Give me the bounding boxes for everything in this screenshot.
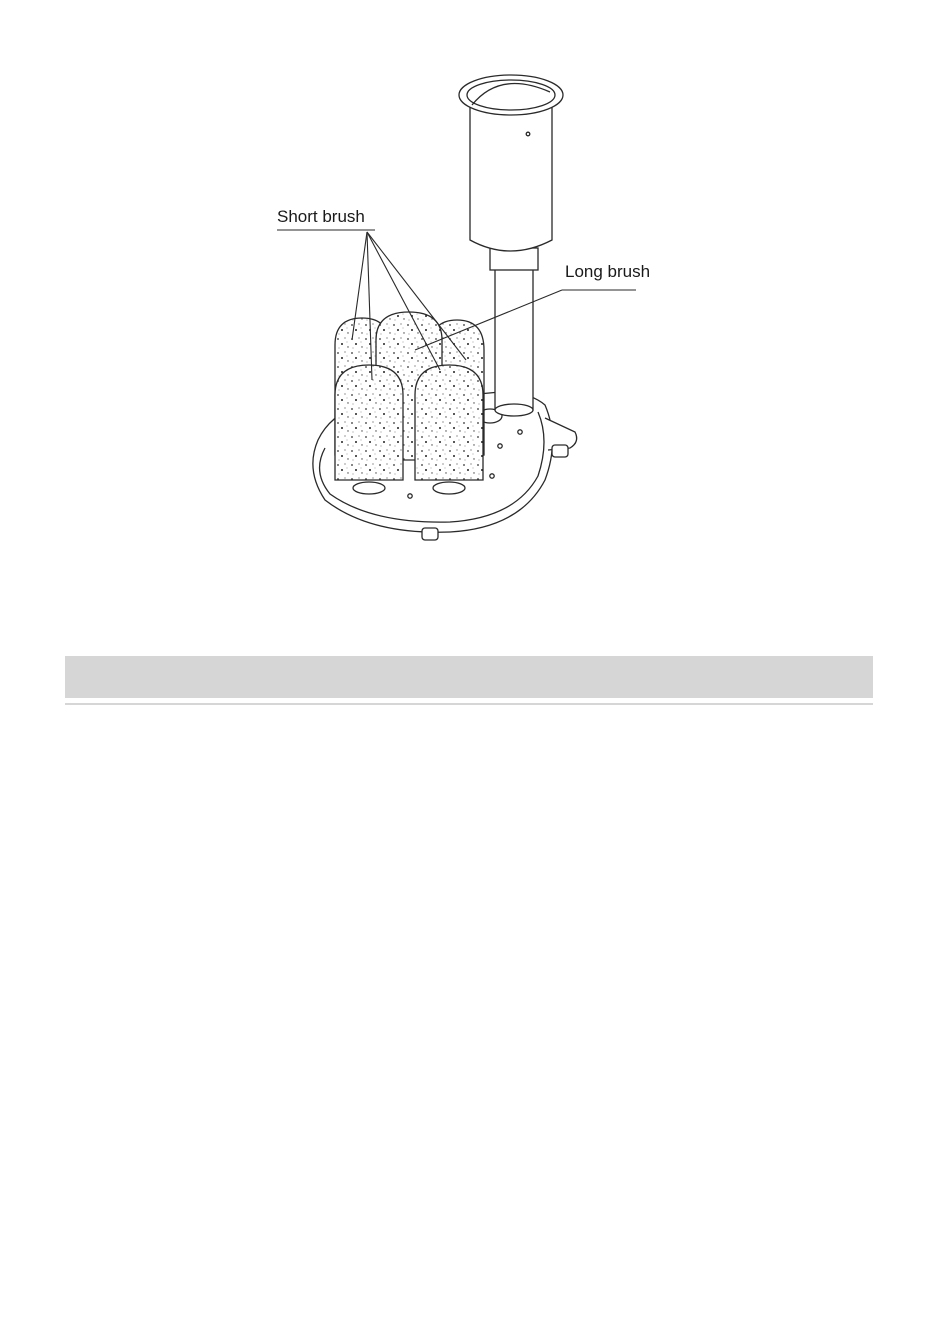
brush-washer-illustration [0,0,933,600]
section-header-bar [65,656,873,698]
front-short-brush-left [335,365,403,480]
front-short-brush-right [415,365,483,480]
short-brush-label: Short brush [277,207,365,226]
brush-washer-drawing [0,0,933,600]
long-brush-label: Long brush [565,262,651,281]
section-divider [65,703,873,705]
